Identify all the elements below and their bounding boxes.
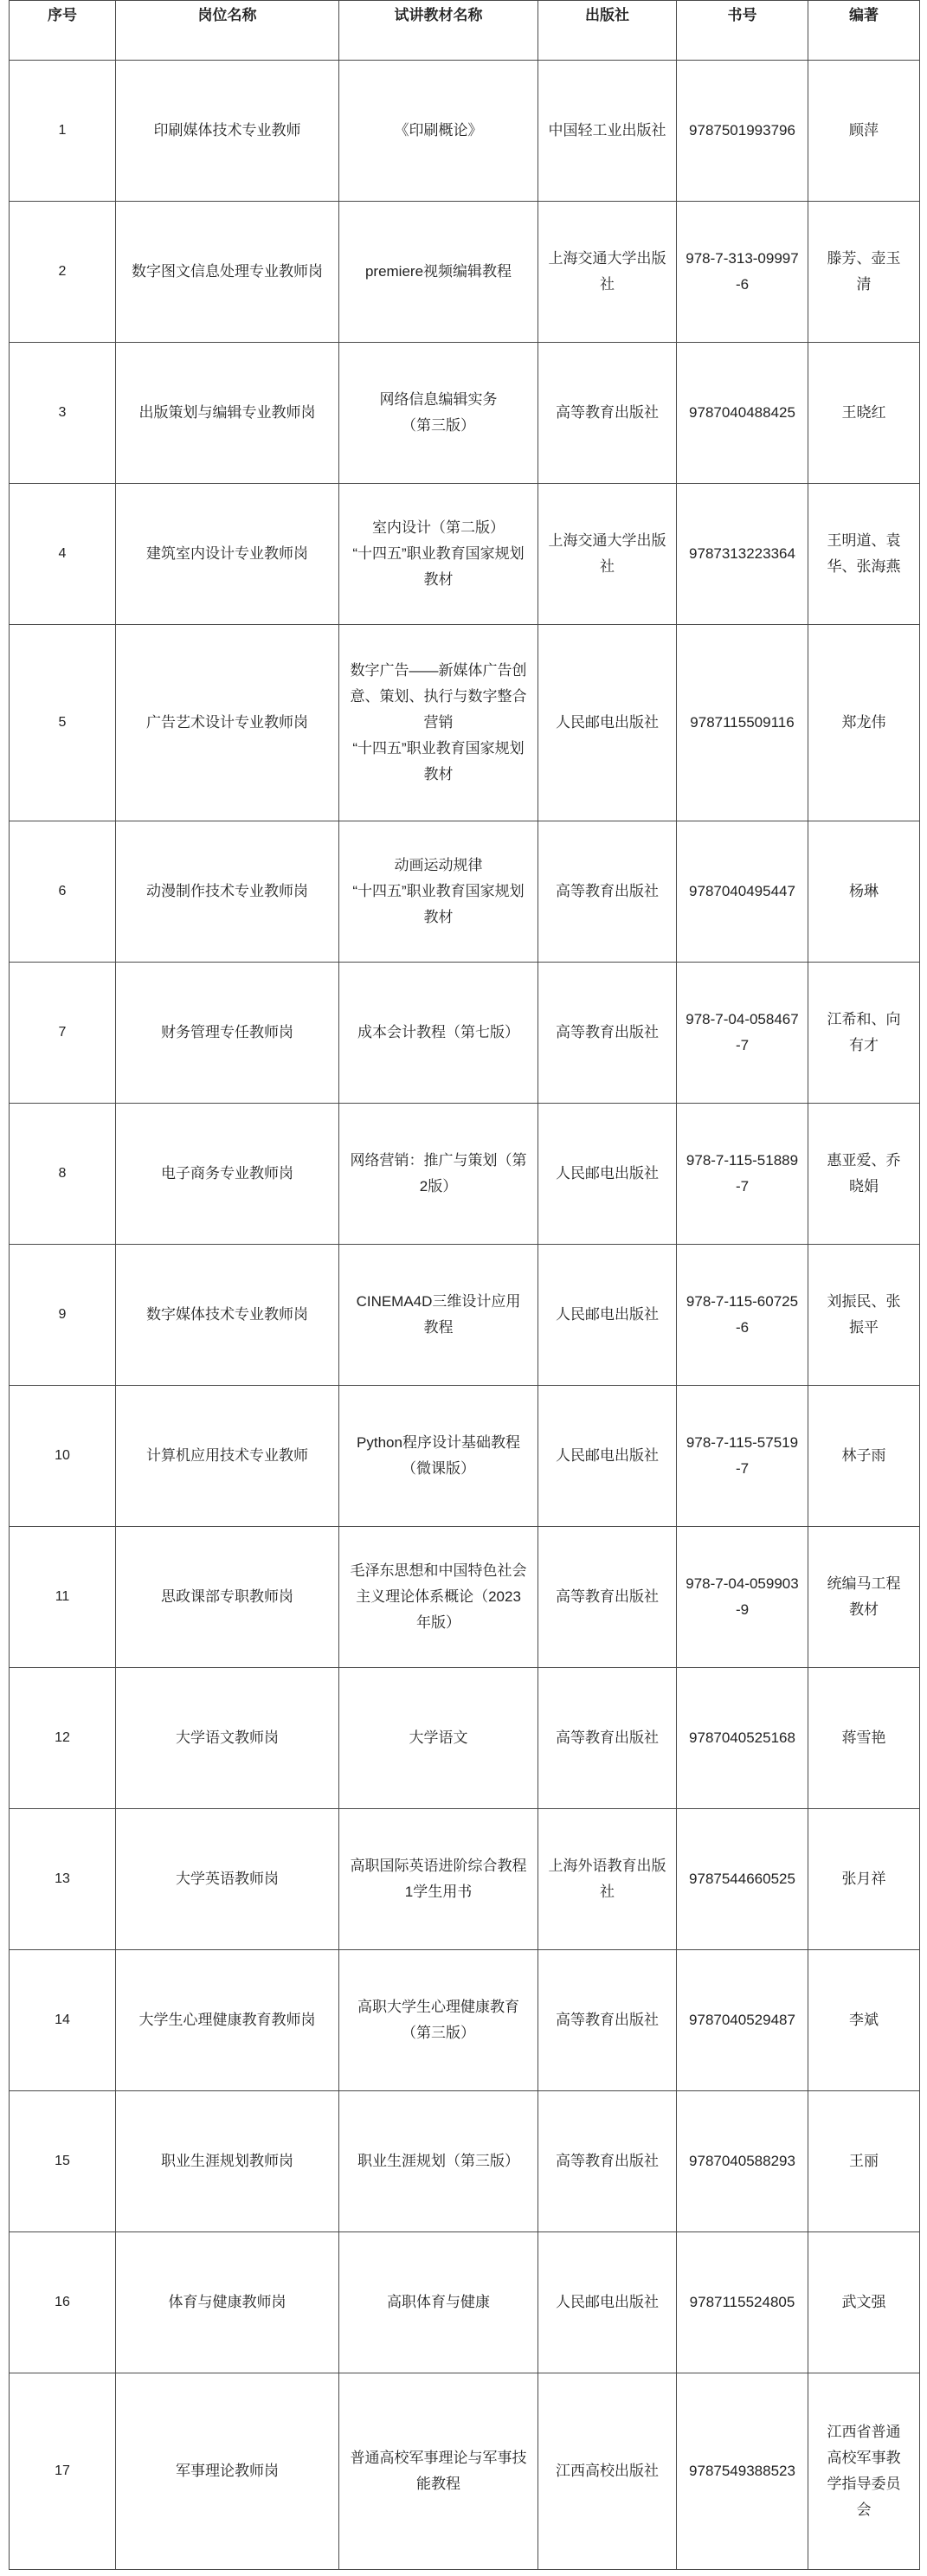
cell-publisher-line: 社 [600,276,615,293]
cell-publisher [538,61,677,202]
cell-publisher-line: 高等教育出版社 [556,1024,659,1040]
cell-publisher-line: 社 [600,1884,615,1900]
cell-textbook [339,1950,538,2091]
cell-publisher [538,202,677,343]
cell-author-line: 华、张海燕 [827,558,901,575]
cell-author-line: 顾萍 [849,122,879,138]
cell-isbn [677,202,808,343]
table-row [10,625,920,821]
cell-textbook-line: 动画运动规律 [394,857,483,873]
cell-author-line: 清 [856,276,872,293]
cell-isbn [677,2373,808,2570]
cell-isbn-line: 978-7-115-60725 [686,1293,799,1310]
cell-author [808,202,920,343]
cell-author [808,1386,920,1527]
cell-textbook [339,343,538,484]
cell-author [808,1104,920,1245]
cell-position: 建筑室内设计专业教师岗 [116,484,339,625]
cell-position: 电子商务专业教师岗 [116,1104,339,1245]
cell-publisher-line: 高等教育出版社 [556,404,659,421]
cell-textbook-line: （第三版） [402,2025,475,2041]
cell-textbook-line: 高职体育与健康 [387,2294,490,2310]
cell-textbook-line: （第三版） [402,417,475,434]
cell-textbook-line: Python程序设计基础教程 [357,1434,520,1451]
cell-isbn-line: -6 [735,276,750,293]
textbook-table [9,0,920,2570]
cell-isbn-line: 9787501993796 [689,122,795,138]
cell-textbook-line: 网络营销：推广与策划（第 [350,1152,527,1169]
cell-author-line: 惠亚爱、乔 [827,1152,901,1169]
cell-textbook [339,2091,538,2232]
cell-author [808,1245,920,1386]
cell-textbook [339,202,538,343]
cell-isbn [677,1950,808,2091]
cell-position: 数字媒体技术专业教师岗 [116,1245,339,1386]
cell-isbn [677,1668,808,1809]
cell-textbook-line: 意、策划、执行与数字整合 [350,688,527,705]
cell-textbook-line: 成本会计教程（第七版） [357,1024,519,1040]
cell-textbook-line: 数字广告——新媒体广告创 [350,662,527,679]
cell-seq: 12 [10,1668,116,1809]
cell-author [808,484,920,625]
cell-author-line: 蒋雪艳 [841,1729,886,1746]
cell-publisher [538,2373,677,2570]
header-isbn: 书号 [677,1,808,61]
cell-textbook [339,1386,538,1527]
cell-textbook [339,1668,538,1809]
cell-publisher-line: 人民邮电出版社 [556,2294,659,2310]
table-body [10,61,920,2570]
cell-textbook [339,625,538,821]
cell-publisher [538,484,677,625]
cell-publisher-line: 上海交通大学出版 [548,250,666,267]
cell-textbook-line: 教材 [423,571,454,588]
cell-publisher-line: 人民邮电出版社 [556,1447,659,1464]
cell-seq: 13 [10,1809,116,1950]
cell-publisher-line: 江西高校出版社 [556,2463,659,2479]
cell-textbook [339,2373,538,2570]
cell-author-line: 武文强 [841,2294,886,2310]
table-row [10,2091,920,2232]
cell-position: 大学生心理健康教育教师岗 [116,1950,339,2091]
cell-textbook-line: 1学生用书 [404,1884,473,1900]
cell-position: 体育与健康教师岗 [116,2232,339,2373]
cell-author-line: 江希和、向 [827,1011,901,1027]
table-row [10,1527,920,1668]
cell-isbn [677,963,808,1104]
cell-isbn-line: 9787544660525 [689,1871,795,1887]
cell-publisher [538,2091,677,2232]
cell-seq: 17 [10,2373,116,2570]
cell-textbook-line: （微课版） [402,1460,475,1477]
cell-textbook-line: 能教程 [416,2476,460,2492]
cell-isbn [677,2232,808,2373]
cell-isbn-line: 9787040495447 [689,883,795,899]
cell-publisher [538,625,677,821]
cell-author-line: 王丽 [849,2153,879,2169]
cell-textbook [339,1809,538,1950]
cell-position: 计算机应用技术专业教师 [116,1386,339,1527]
cell-position: 出版策划与编辑专业教师岗 [116,343,339,484]
cell-isbn [677,1104,808,1245]
cell-textbook [339,1104,538,1245]
cell-textbook-line: CINEMA4D三维设计应用 [356,1293,521,1310]
cell-author [808,61,920,202]
cell-author-line: 滕芳、壶玉 [827,250,901,267]
cell-publisher [538,821,677,963]
cell-author [808,1809,920,1950]
cell-publisher [538,1245,677,1386]
cell-seq: 16 [10,2232,116,2373]
cell-seq: 4 [10,484,116,625]
cell-isbn-line: 978-7-115-51889 [686,1152,799,1169]
cell-isbn-line: 9787040529487 [689,2012,795,2028]
cell-isbn-line: -7 [735,1460,750,1477]
cell-publisher-line: 高等教育出版社 [556,883,659,899]
cell-seq: 1 [10,61,116,202]
cell-isbn-line: -7 [735,1178,750,1195]
header-position: 岗位名称 [116,1,339,61]
cell-textbook-line: 营销 [423,714,454,731]
cell-author [808,1950,920,2091]
cell-textbook-line: 室内设计（第二版） [372,519,505,536]
cell-isbn-line: 9787313223364 [689,545,795,562]
cell-author [808,821,920,963]
cell-author-line: 王晓红 [841,404,886,421]
cell-isbn [677,343,808,484]
cell-isbn [677,1386,808,1527]
cell-publisher-line: 人民邮电出版社 [556,1165,659,1182]
cell-publisher-line: 中国轻工业出版社 [548,122,666,138]
cell-textbook-line: 教材 [423,909,454,925]
table-row [10,821,920,963]
cell-isbn-line: 9787549388523 [689,2463,795,2479]
cell-textbook-line: 大学语文 [409,1729,468,1746]
cell-isbn [677,1809,808,1950]
cell-seq: 6 [10,821,116,963]
cell-publisher-line: 人民邮电出版社 [556,714,659,731]
cell-author [808,1527,920,1668]
cell-seq: 15 [10,2091,116,2232]
cell-textbook [339,821,538,963]
cell-textbook [339,1245,538,1386]
cell-position: 财务管理专任教师岗 [116,963,339,1104]
cell-isbn-line: 978-7-313-09997 [686,250,799,267]
cell-publisher [538,1527,677,1668]
cell-publisher [538,1950,677,2091]
table-row [10,963,920,1104]
cell-author-line: 有才 [849,1037,879,1053]
cell-isbn [677,625,808,821]
cell-textbook-line: premiere视频编辑教程 [364,263,512,280]
cell-publisher [538,343,677,484]
cell-textbook-line: 教材 [423,766,454,782]
cell-publisher [538,2232,677,2373]
cell-position: 军事理论教师岗 [116,2373,339,2570]
cell-publisher-line: 人民邮电出版社 [556,1306,659,1323]
cell-isbn-line: 978-7-04-058467 [686,1011,799,1027]
cell-author-line: 李斌 [849,2012,879,2028]
cell-publisher [538,963,677,1104]
header-textbook: 试讲教材名称 [339,1,538,61]
cell-isbn-line: -7 [735,1037,750,1053]
cell-author-line: 江西省普通 [827,2424,901,2440]
header-row [10,1,920,61]
cell-publisher-line: 上海交通大学出版 [548,532,666,549]
cell-textbook-line: 主义理论体系概论（2023 [356,1588,521,1605]
table-row [10,484,920,625]
cell-author-line: 教材 [849,1601,879,1618]
table-row [10,2373,920,2570]
cell-textbook-line: 高职国际英语进阶综合教程 [350,1858,527,1874]
cell-seq: 10 [10,1386,116,1527]
cell-isbn-line: 9787040588293 [689,2153,795,2169]
cell-author [808,2373,920,2570]
cell-textbook-line: “十四五”职业教育国家规划 [352,740,525,757]
cell-textbook [339,484,538,625]
cell-author-line: 张月祥 [841,1871,886,1887]
cell-textbook-line: “十四五”职业教育国家规划 [352,545,525,562]
cell-isbn-line: 9787115509116 [690,714,795,731]
cell-position: 职业生涯规划教师岗 [116,2091,339,2232]
header-seq: 序号 [10,1,116,61]
cell-textbook-line: 《印刷概论》 [394,122,483,138]
cell-seq: 14 [10,1950,116,2091]
cell-textbook-line: 毛泽东思想和中国特色社会 [350,1562,527,1579]
cell-author-line: 晓娟 [849,1178,879,1195]
table-row [10,2232,920,2373]
cell-position: 动漫制作技术专业教师岗 [116,821,339,963]
cell-author [808,2232,920,2373]
cell-author [808,963,920,1104]
cell-isbn-line: 9787040525168 [689,1729,795,1746]
cell-publisher-line: 社 [600,558,615,575]
cell-isbn-line: -6 [735,1319,750,1336]
cell-author-line: 刘振民、张 [827,1293,901,1310]
cell-seq: 2 [10,202,116,343]
cell-publisher [538,1386,677,1527]
cell-publisher-line: 高等教育出版社 [556,2153,659,2169]
cell-author-line: 郑龙伟 [841,714,886,731]
cell-publisher [538,1809,677,1950]
header-publisher: 出版社 [538,1,677,61]
cell-textbook-line: 年版） [416,1614,460,1631]
table-row [10,1104,920,1245]
cell-author [808,343,920,484]
cell-author-line: 林子雨 [841,1447,886,1464]
cell-author-line: 杨琳 [849,883,879,899]
cell-isbn [677,61,808,202]
cell-textbook [339,963,538,1104]
cell-seq: 11 [10,1527,116,1668]
cell-textbook-line: 普通高校军事理论与军事技 [350,2450,527,2466]
cell-isbn-line: 9787115524805 [689,2294,795,2310]
cell-publisher-line: 高等教育出版社 [556,2012,659,2028]
cell-isbn [677,821,808,963]
cell-author [808,1668,920,1809]
cell-author-line: 会 [856,2502,872,2518]
table-row [10,1668,920,1809]
cell-position: 思政课部专职教师岗 [116,1527,339,1668]
cell-seq: 7 [10,963,116,1104]
cell-author-line: 统编马工程 [827,1575,901,1592]
cell-position: 印刷媒体技术专业教师 [116,61,339,202]
cell-position: 大学语文教师岗 [116,1668,339,1809]
cell-isbn-line: 9787040488425 [689,404,795,421]
cell-isbn-line: -9 [735,1601,750,1618]
cell-author-line: 王明道、袁 [827,532,901,549]
table-row [10,1809,920,1950]
table-row [10,343,920,484]
cell-textbook [339,2232,538,2373]
cell-author [808,2091,920,2232]
table-row [10,1386,920,1527]
cell-position: 广告艺术设计专业教师岗 [116,625,339,821]
cell-publisher [538,1104,677,1245]
cell-textbook [339,61,538,202]
cell-position: 数字图文信息处理专业教师岗 [116,202,339,343]
header-author: 编著 [808,1,920,61]
table-row [10,61,920,202]
table-row [10,1950,920,2091]
cell-textbook-line: “十四五”职业教育国家规划 [352,883,525,899]
cell-seq: 8 [10,1104,116,1245]
cell-position: 大学英语教师岗 [116,1809,339,1950]
cell-seq: 5 [10,625,116,821]
cell-author-line: 高校军事教 [827,2450,901,2466]
cell-publisher-line: 上海外语教育出版 [548,1858,666,1874]
cell-isbn-line: 978-7-115-57519 [686,1434,799,1451]
cell-textbook-line: 2版） [419,1178,458,1195]
cell-publisher-line: 高等教育出版社 [556,1729,659,1746]
cell-isbn [677,1245,808,1386]
table-row [10,202,920,343]
cell-publisher-line: 高等教育出版社 [556,1588,659,1605]
cell-isbn [677,2091,808,2232]
cell-author-line: 振平 [849,1319,879,1336]
table-row [10,1245,920,1386]
cell-isbn [677,1527,808,1668]
cell-textbook-line: 教程 [423,1319,454,1336]
cell-textbook-line: 高职大学生心理健康教育 [357,1999,519,2015]
cell-seq: 3 [10,343,116,484]
cell-textbook [339,1527,538,1668]
cell-author [808,625,920,821]
cell-author-line: 学指导委员 [827,2476,901,2492]
cell-isbn-line: 978-7-04-059903 [686,1575,799,1592]
cell-isbn [677,484,808,625]
cell-publisher [538,1668,677,1809]
cell-textbook-line: 职业生涯规划（第三版） [357,2153,519,2169]
cell-seq: 9 [10,1245,116,1386]
cell-textbook-line: 网络信息编辑实务 [379,391,498,408]
